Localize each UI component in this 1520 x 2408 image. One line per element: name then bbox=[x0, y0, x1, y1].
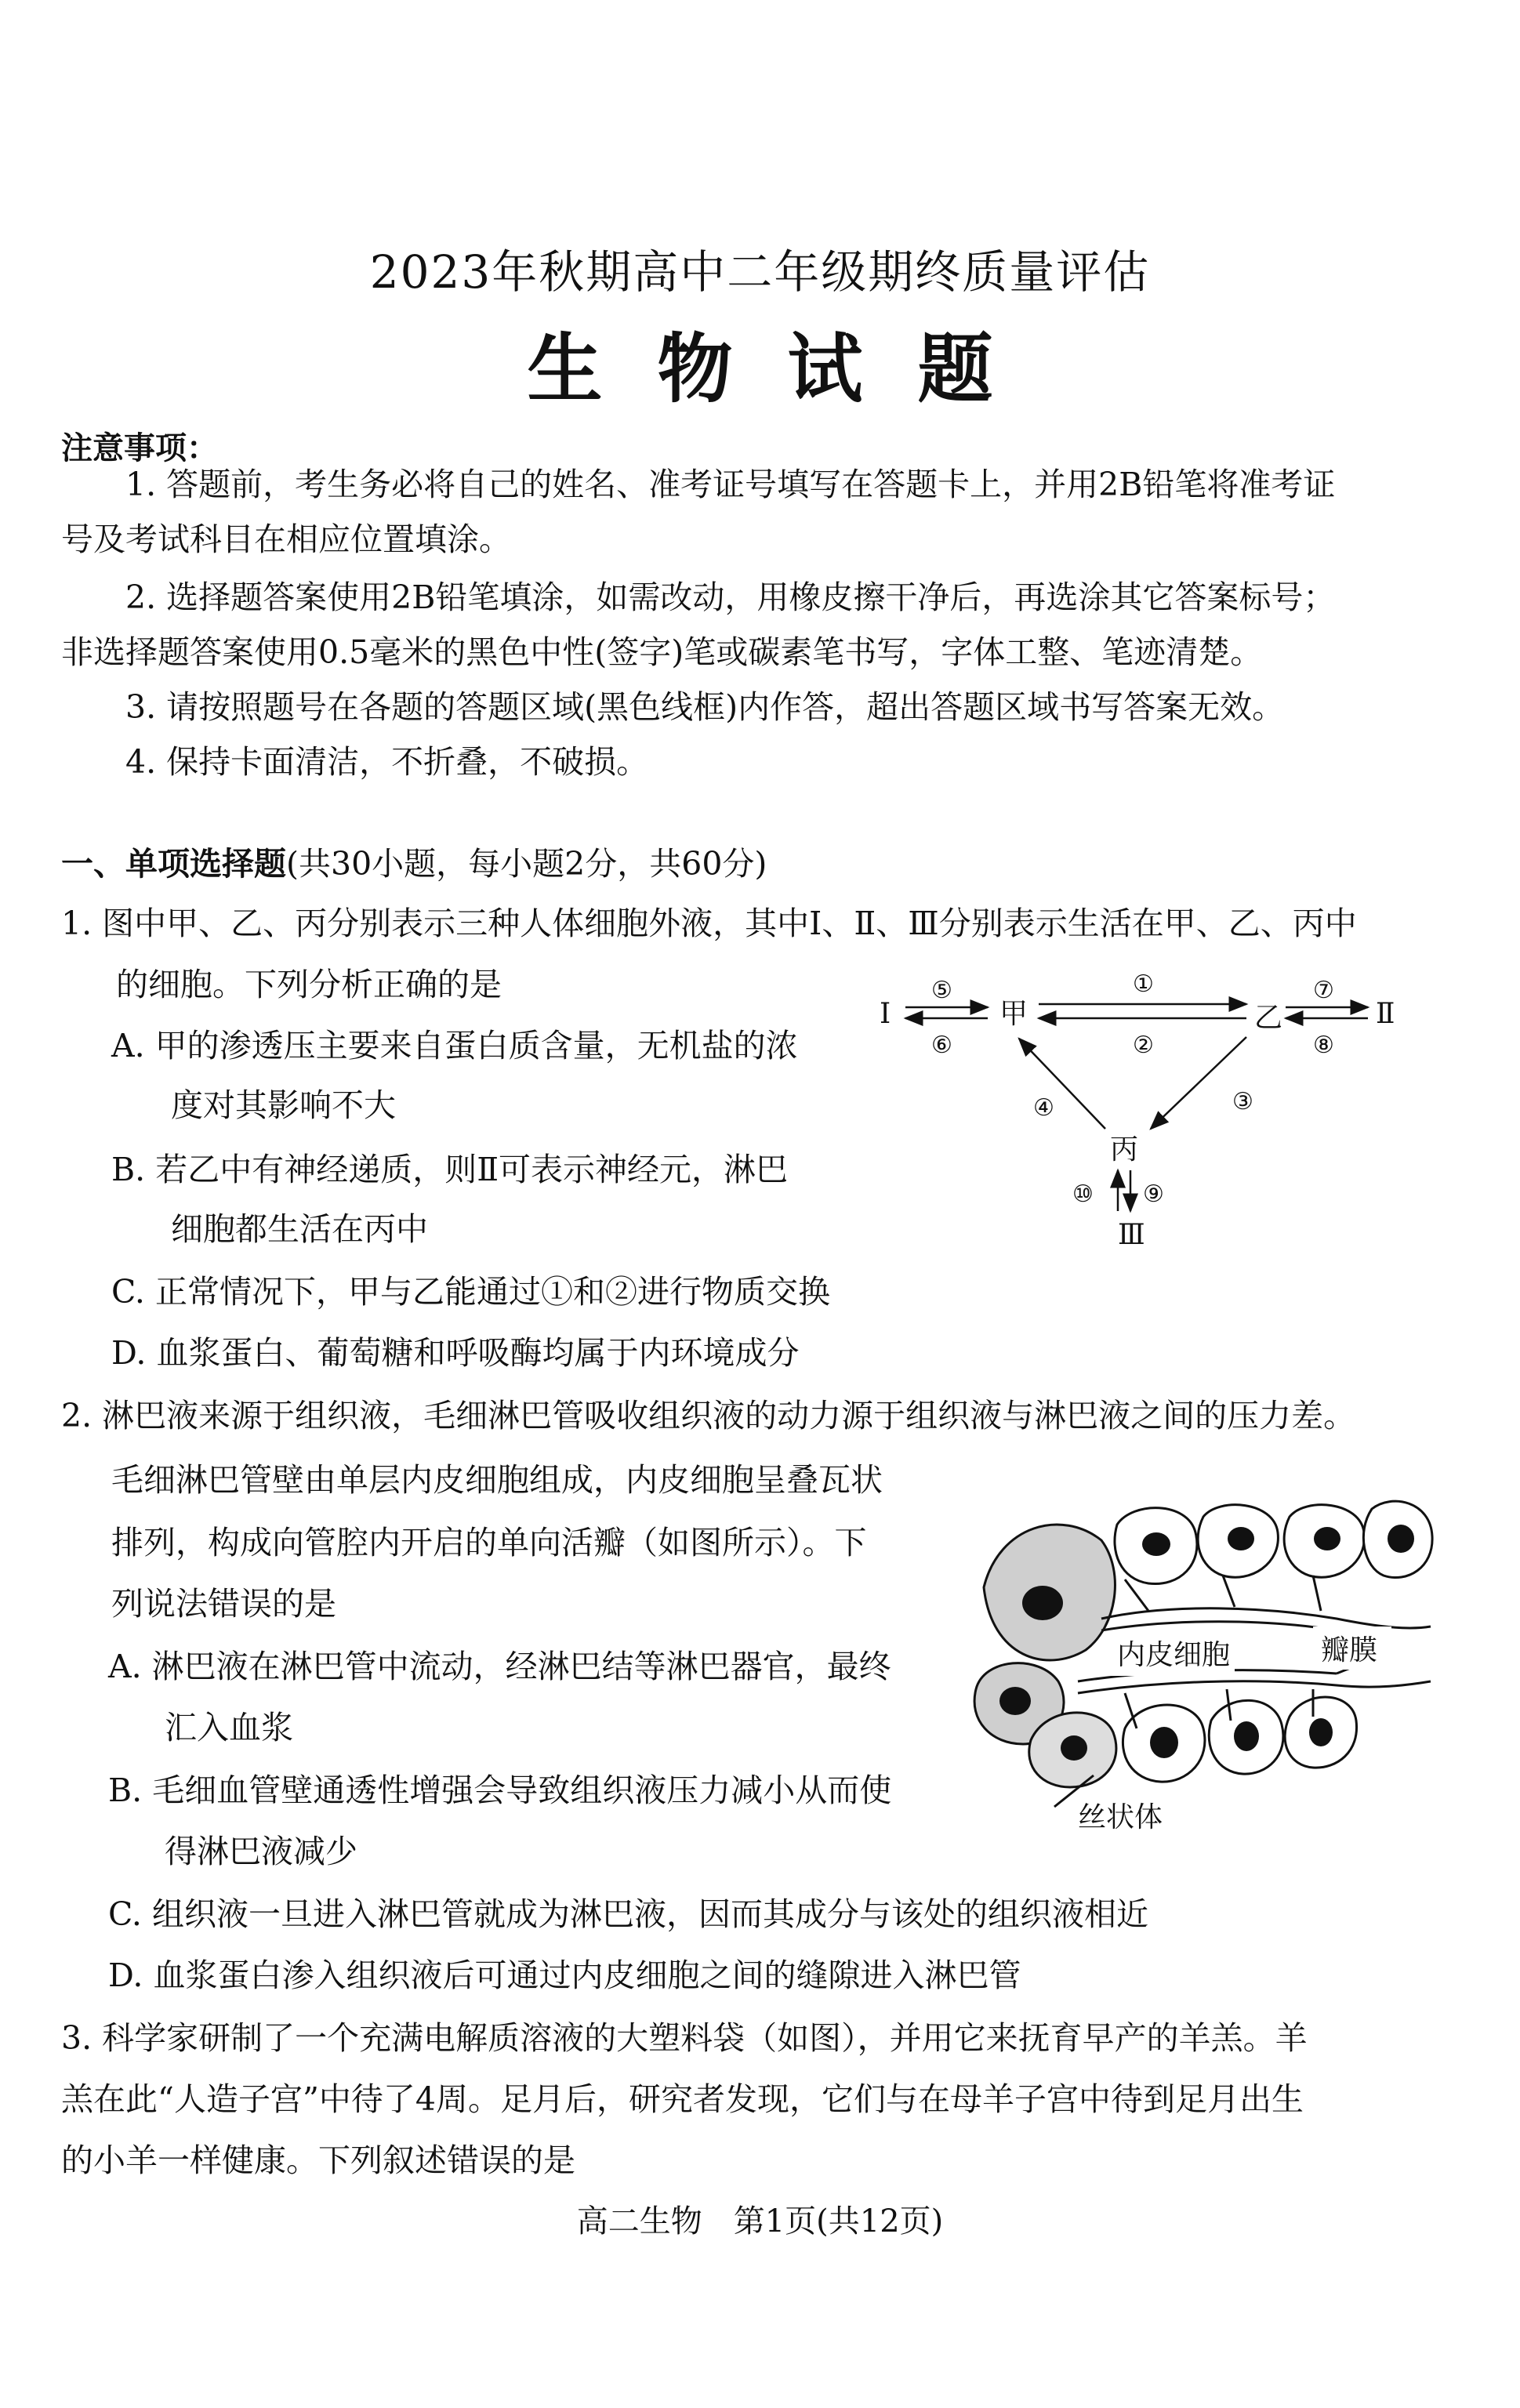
body-fluid-diagram bbox=[862, 960, 1427, 1274]
arrow-label-6: ⑥ bbox=[931, 1032, 952, 1059]
q1-option-a-cont: 度对其影响不大 bbox=[171, 1086, 396, 1124]
anchoring-filament bbox=[1125, 1579, 1148, 1611]
q2-option-b: B. 毛细血管壁通透性增强会导致组织液压力减小从而使 bbox=[108, 1772, 892, 1809]
section-heading bbox=[61, 840, 767, 887]
cell-nucleus bbox=[1314, 1527, 1340, 1550]
fluid-label-yi: 乙 bbox=[1254, 1002, 1283, 1034]
q2-stem-line1: 2. 淋巴液来源于组织液，毛细淋巴管吸收组织液的动力源于组织液与淋巴液之间的压力差。 bbox=[61, 1397, 1356, 1434]
arrow-4 bbox=[1019, 1039, 1105, 1129]
notice-item-4: 4. 保持卡面清洁，不折叠，不破损。 bbox=[125, 743, 649, 781]
q2-option-a-cont: 汇入血浆 bbox=[165, 1709, 293, 1746]
cell-nucleus bbox=[1022, 1586, 1063, 1620]
fluid-label-bing: 丙 bbox=[1110, 1133, 1139, 1166]
arrow-label-3: ③ bbox=[1232, 1088, 1253, 1115]
q2-option-b-cont: 得淋巴液减少 bbox=[165, 1833, 357, 1870]
q3-stem-line1: 3. 科学家研制了一个充满电解质溶液的大塑料袋（如图），并用它来抚育早产的羊羔。羊 bbox=[61, 2019, 1308, 2057]
q1-stem-line2: 的细胞。下列分析正确的是 bbox=[116, 966, 502, 1003]
page-footer: 高二生物 第1页(共12页) bbox=[576, 2203, 944, 2239]
notice-item-1-cont: 号及考试科目在相应位置填涂。 bbox=[61, 520, 511, 558]
q1-option-c: C. 正常情况下，甲与乙能通过①和②进行物质交换 bbox=[111, 1273, 830, 1311]
cell-label-i: Ⅰ bbox=[880, 998, 891, 1030]
notice-item-1: 1. 答题前，考生务必将自己的姓名、准考证号填写在答题卡上，并用2B铅笔将准考证 bbox=[125, 466, 1336, 503]
notice-item-3: 3. 请按照题号在各题的答题区域(黑色线框)内作答，超出答题区域书写答案无效。 bbox=[125, 688, 1285, 726]
fluid-label-jia: 甲 bbox=[999, 998, 1028, 1030]
lymph-capillary-figure bbox=[968, 1493, 1438, 1846]
exam-title: 2023年秋期高中二年级期终质量评估 bbox=[369, 245, 1151, 299]
arrow-label-7: ⑦ bbox=[1313, 977, 1334, 1004]
cell-nucleus bbox=[1228, 1527, 1254, 1550]
filament-label: 丝状体 bbox=[1078, 1801, 1163, 1833]
cell-nucleus bbox=[1309, 1718, 1333, 1746]
q2-option-a: A. 淋巴液在淋巴管中流动，经淋巴结等淋巴器官，最终 bbox=[108, 1648, 891, 1685]
cell-nucleus bbox=[999, 1687, 1031, 1715]
cell-label-iii: Ⅲ bbox=[1118, 1219, 1145, 1251]
q2-option-d: D. 血浆蛋白渗入组织液后可通过内皮细胞之间的缝隙进入淋巴管 bbox=[108, 1956, 1021, 1994]
cell-nucleus bbox=[1142, 1532, 1170, 1556]
endothelium-top-inner bbox=[1101, 1622, 1337, 1630]
notice-heading: 注意事项： bbox=[61, 430, 218, 466]
q2-stem-line4: 列说法错误的是 bbox=[111, 1585, 336, 1623]
q2-option-c: C. 组织液一旦进入淋巴管就成为淋巴液，因而其成分与该处的组织液相近 bbox=[108, 1895, 1148, 1933]
q1-option-d: D. 血浆蛋白、葡萄糖和呼吸酶均属于内环境成分 bbox=[111, 1334, 800, 1372]
arrow-label-9: ⑨ bbox=[1143, 1180, 1164, 1208]
section-title: 一、单项选择题 bbox=[61, 845, 286, 883]
arrow-label-1: ① bbox=[1133, 970, 1154, 998]
cell-nucleus bbox=[1150, 1727, 1178, 1758]
q3-stem-line3: 的小羊一样健康。下列叙述错误的是 bbox=[61, 2141, 575, 2179]
cell-label-ii: Ⅱ bbox=[1376, 998, 1395, 1030]
arrow-label-4: ④ bbox=[1033, 1094, 1054, 1122]
arrow-label-5: ⑤ bbox=[931, 977, 952, 1004]
section-desc: (共30小题，每小题2分，共60分) bbox=[286, 845, 767, 883]
arrow-label-2: ② bbox=[1133, 1032, 1154, 1059]
notice-item-2: 2. 选择题答案使用2B铅笔填涂，如需改动，用橡皮擦干净后，再选涂其它答案标号； bbox=[125, 578, 1336, 616]
q1-stem-line1: 1. 图中甲、乙、丙分别表示三种人体细胞外液，其中Ⅰ、Ⅱ、Ⅲ分别表示生活在甲、乙、丙中 bbox=[61, 905, 1357, 942]
q3-stem-line2: 羔在此“人造子宫”中待了4周。足月后，研究者发现，它们与在母羊子宫中待到足月出生 bbox=[61, 2080, 1304, 2118]
q1-option-a: A. 甲的渗透压主要来自蛋白质含量，无机盐的浓 bbox=[111, 1027, 798, 1064]
valve-label: 瓣膜 bbox=[1321, 1634, 1378, 1666]
endothelium-bottom bbox=[1078, 1681, 1431, 1693]
subject-title: 生物试题 bbox=[527, 325, 1048, 413]
anchoring-filament bbox=[1313, 1576, 1321, 1611]
arrow-label-8: ⑧ bbox=[1313, 1032, 1334, 1059]
cell-nucleus bbox=[1234, 1721, 1259, 1751]
cell-nucleus bbox=[1388, 1525, 1414, 1553]
anchoring-filament bbox=[1223, 1576, 1235, 1607]
q2-stem-line3: 排列，构成向管腔内开启的单向活瓣（如图所示）。下 bbox=[111, 1524, 867, 1561]
arrow-label-10: ⑩ bbox=[1072, 1180, 1094, 1208]
cell-nucleus bbox=[1061, 1735, 1087, 1761]
notice-item-2-cont: 非选择题答案使用0.5毫米的黑色中性(签字)笔或碳素笔书写，字体工整、笔迹清楚。 bbox=[61, 633, 1263, 671]
q1-option-b: B. 若乙中有神经递质，则Ⅱ可表示神经元，淋巴 bbox=[111, 1151, 789, 1188]
endothelial-cell-label: 内皮细胞 bbox=[1117, 1639, 1231, 1671]
q1-option-b-cont: 细胞都生活在丙中 bbox=[171, 1210, 428, 1248]
q2-stem-line2: 毛细淋巴管壁由单层内皮细胞组成，内皮细胞呈叠瓦状 bbox=[111, 1461, 883, 1499]
